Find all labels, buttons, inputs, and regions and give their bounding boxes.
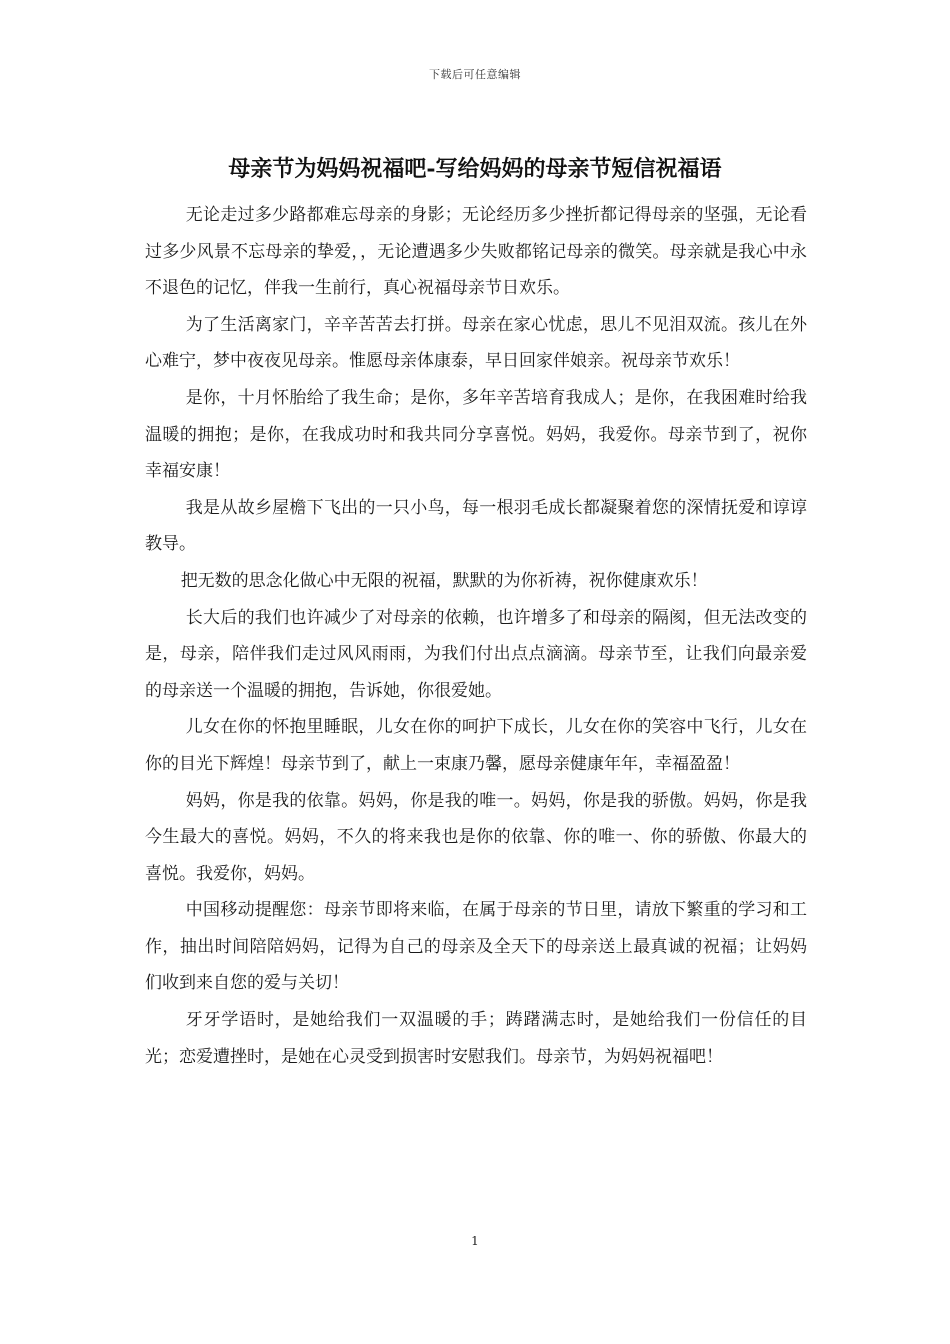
paragraph-6: 长大后的我们也许减少了对母亲的依赖，也许增多了和母亲的隔阂，但无法改变的是，母亲，陪伴我们走过风风雨雨，为我们付出点点滴滴。母亲节至，让我们向最亲爱的母亲送一个温暖的拥抱，告诉她，你很爱她。 xyxy=(145,607,807,701)
paragraph-1: 无论走过多少路都难忘母亲的身影；无论经历多少挫折都记得母亲的坚强，无论看过多少风景不忘母亲的挚爱，，无论遭遇多少失败都铭记母亲的微笑。母亲就是我心中永不退色的记忆，伴我一生前行，真心祝福母亲节日欢乐。 xyxy=(145,205,807,299)
paragraph-8: 妈妈，你是我的依靠。妈妈，你是我的唯一。妈妈，你是我的骄傲。妈妈，你是我今生最大的喜悦。妈妈，不久的将来我也是你的依靠、你的唯一、你的骄傲、你最大的喜悦。我爱你，妈妈。 xyxy=(145,790,807,884)
paragraph-2: 为了生活离家门，辛辛苦苦去打拼。母亲在家心忧虑，思儿不见泪双流。孩儿在外心难宁，梦中夜夜见母亲。惟愿母亲体康泰，早日回家伴娘亲。祝母亲节欢乐！ xyxy=(145,314,807,372)
paragraph-5: 把无数的思念化做心中无限的祝福，默默的为你祈祷，祝你健康欢乐！ xyxy=(180,570,708,591)
paragraph-3: 是你，十月怀胎给了我生命；是你，多年辛苦培育我成人；是你，在我困难时给我温暖的拥抱；是你，在我成功时和我共同分享喜悦。妈妈，我爱你。母亲节到了，祝你幸福安康！ xyxy=(145,387,807,482)
paragraph-10: 牙牙学语时，是她给我们一双温暖的手；踌躇满志时，是她给我们一份信任的目光；恋爱遭挫时，是她在心灵受到损害时安慰我们。母亲节，为妈妈祝福吧！ xyxy=(145,1010,807,1067)
page-number: 1 xyxy=(471,1234,479,1248)
document-title: 母亲节为妈妈祝福吧-写给妈妈的母亲节短信祝福语 xyxy=(228,156,722,182)
page-header-note: 下载后可任意编辑 xyxy=(429,68,521,81)
paragraph-7: 儿女在你的怀抱里睡眠，儿女在你的呵护下成长，儿女在你的笑容中飞行，儿女在你的目光下辉煌！母亲节到了，献上一束康乃馨，愿母亲健康年年，幸福盈盈！ xyxy=(145,717,807,774)
paragraph-4: 我是从故乡屋檐下飞出的一只小鸟，每一根羽毛成长都凝聚着您的深情抚爱和谆谆教导。 xyxy=(145,497,807,555)
document-body xyxy=(145,197,807,1075)
paragraph-9: 中国移动提醒您：母亲节即将来临，在属于母亲的节日里，请放下繁重的学习和工作，抽出时间陪陪妈妈，记得为自己的母亲及全天下的母亲送上最真诚的祝福；让妈妈们收到来自您的爱与关切！ xyxy=(145,900,807,994)
